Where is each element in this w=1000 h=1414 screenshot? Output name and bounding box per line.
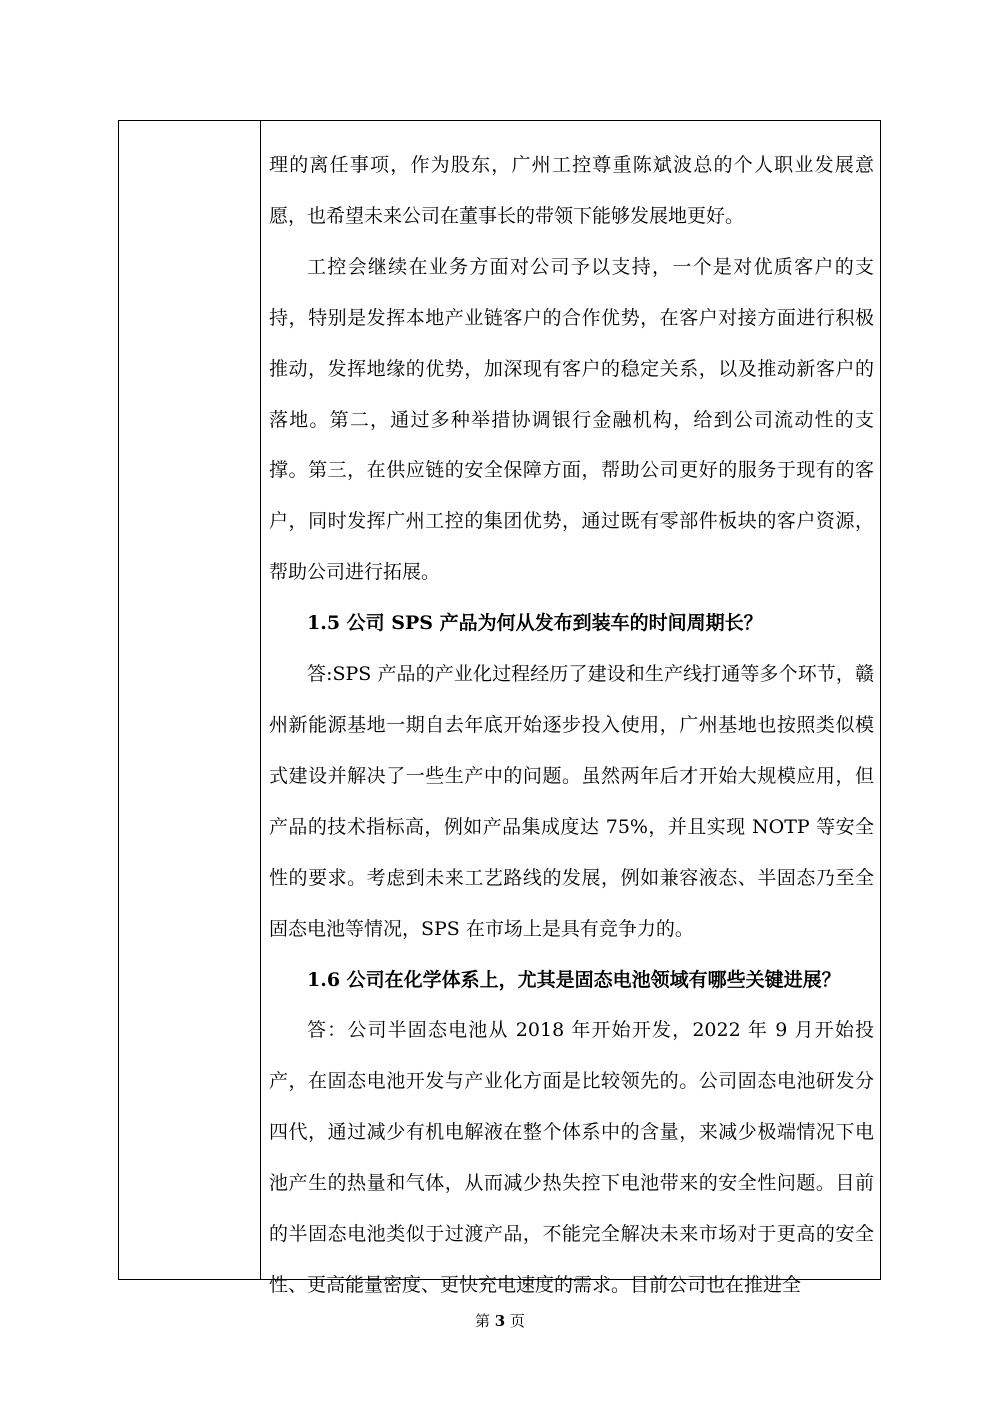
footer-suffix: 页 bbox=[510, 1312, 526, 1330]
question-1-5: 1.5 公司 SPS 产品为何从发布到装车的时间周期长？ bbox=[307, 612, 763, 635]
table-left-cell bbox=[119, 121, 261, 1279]
answer-1-5: 答:SPS 产品的产业化过程经历了建设和生产线打通等多个环节，赣州新能源基地一期自去年底开始逐步投入使用，广州基地也按照类似模式建设并解决了一些生产中的问题。虽然两年后才开始大规模应用，但产品的技术指标高，例如产品集成度达 75%，并且实现 NOTP 等安全性的要求。考虑到未来工艺路线的发展，例如兼容液态、半固态乃至全固态电池等情况，SPS 在市场上是具有竞争力的。 bbox=[269, 663, 874, 940]
page-footer bbox=[0, 1310, 1000, 1331]
answer-1-6: 答：公司半固态电池从 2018 年开始开发，2022 年 9 月开始投产，在固态电池开发与产业化方面是比较领先的。公司固态电池研发分四代，通过减少有机电解液在整个体系中的含量，来减少极端情况下电池产生的热量和气体，从而减少热失控下电池带来的安全性问题。目前的半固态电池类似于过渡产品，不能完全解决未来市场对于更高的安全性、更高能量密度、更快充电速度的需求。目前公司也在推进全 bbox=[269, 1019, 874, 1296]
paragraph-support: 工控会继续在业务方面对公司予以支持，一个是对优质客户的支持，特别是发挥本地产业链客户的合作优势，在客户对接方面进行积极推动，发挥地缘的优势，加深现有客户的稳定关系，以及推动新客户的落地。第二，通过多种举措协调银行金融机构，给到公司流动性的支撑。第三，在供应链的安全保障方面，帮助公司更好的服务于现有的客户，同时发挥广州工控的集团优势，通过既有零部件板块的客户资源，帮助公司进行拓展。 bbox=[269, 255, 874, 584]
footer-prefix: 第 bbox=[474, 1312, 490, 1330]
page-number: 3 bbox=[494, 1312, 506, 1330]
paragraph-resignation: 理的离任事项，作为股东，广州工控尊重陈斌波总的个人职业发展意愿，也希望未来公司在董事长的带领下能够发展地更好。 bbox=[269, 154, 874, 227]
table-right-cell bbox=[261, 121, 880, 1296]
content-table bbox=[118, 120, 881, 1296]
question-1-6: 1.6 公司在化学体系上，尤其是固态电池领域有哪些关键进展？ bbox=[307, 968, 841, 991]
